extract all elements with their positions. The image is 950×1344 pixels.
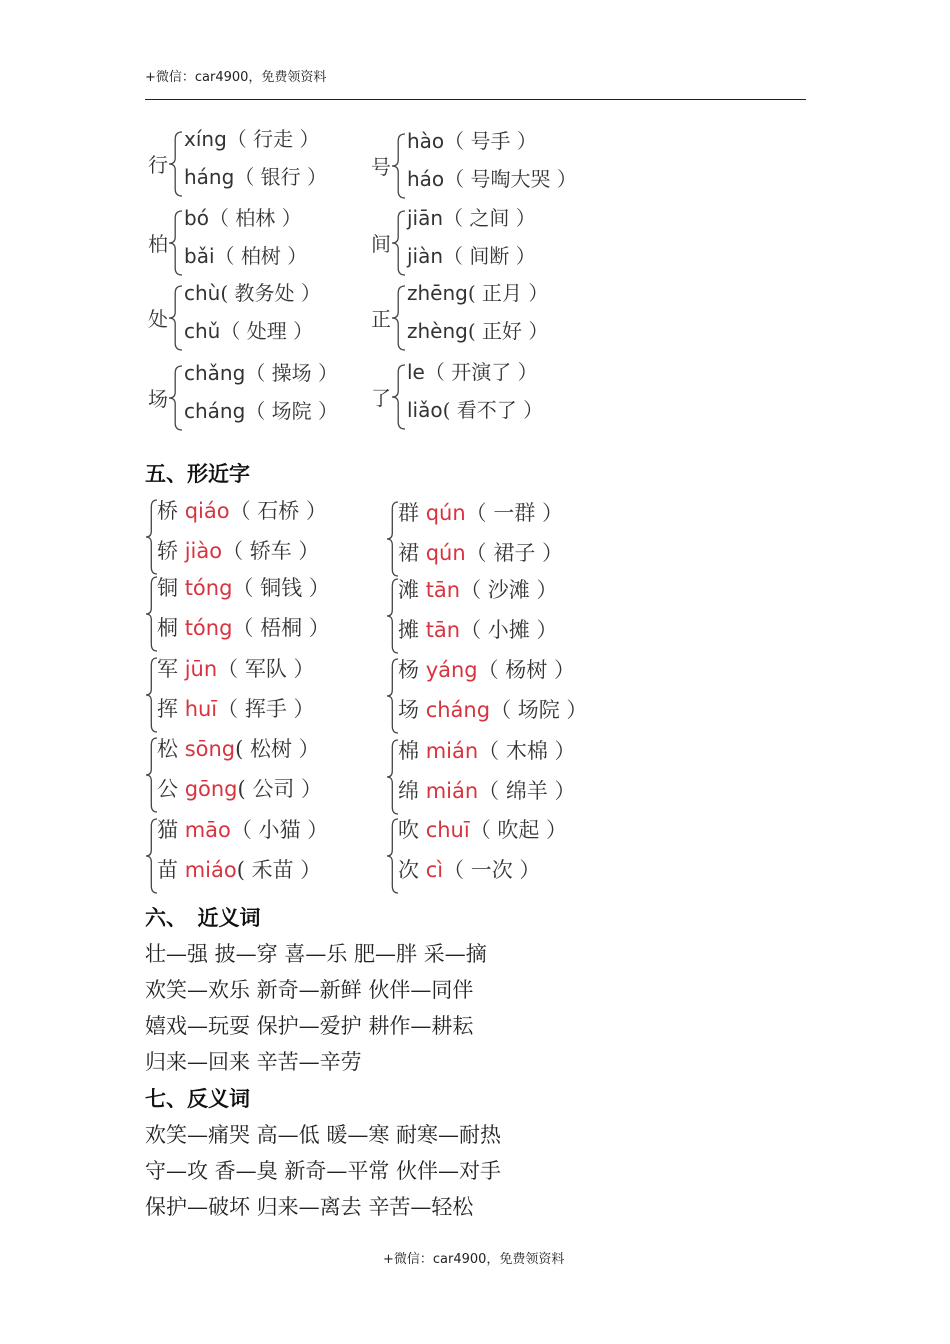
similar-char-line bbox=[398, 497, 563, 527]
synonym-line: 壮—强 披—穿 喜—乐 肥—胖 采—摘 bbox=[145, 942, 487, 966]
example-word: （ 一群 ） bbox=[465, 501, 563, 525]
example-word: （ 行走 ） bbox=[226, 127, 320, 151]
reading-line bbox=[407, 125, 537, 154]
hanzi: 场 bbox=[398, 698, 419, 722]
reading-line bbox=[407, 356, 538, 385]
example-word: （ 银行 ） bbox=[234, 165, 328, 189]
antonym-line: 守—攻 香—臭 新奇—平常 伙伴—对手 bbox=[145, 1159, 502, 1183]
hanzi: 公 bbox=[157, 777, 178, 801]
brace-icon bbox=[168, 210, 184, 276]
reading-line bbox=[407, 315, 548, 344]
pinyin: zhēng bbox=[407, 281, 468, 305]
similar-char-line bbox=[157, 854, 321, 884]
example-word: （ 裙子 ） bbox=[465, 541, 563, 565]
hanzi: 挥 bbox=[157, 697, 178, 721]
example-word: （ 绵羊 ） bbox=[478, 779, 576, 803]
pinyin: háo bbox=[407, 167, 445, 191]
pinyin: qún bbox=[425, 501, 466, 525]
pinyin: cháng bbox=[184, 399, 246, 423]
example-word: （ 间断 ） bbox=[443, 244, 536, 268]
similar-char-line bbox=[398, 574, 557, 604]
example-word: （ 柏树 ） bbox=[214, 244, 308, 268]
reading-line bbox=[184, 395, 338, 424]
brace-icon bbox=[168, 131, 184, 197]
example-word: （ 沙滩 ） bbox=[460, 578, 558, 602]
header-divider bbox=[145, 99, 806, 100]
pinyin: jiàn bbox=[407, 244, 444, 268]
example-word: （ 处理 ） bbox=[220, 319, 314, 343]
example-word: （ 场院 ） bbox=[245, 399, 339, 423]
similar-char-line bbox=[157, 572, 330, 602]
pinyin: yáng bbox=[425, 658, 478, 682]
hanzi: 裙 bbox=[398, 541, 419, 565]
similar-char-line bbox=[398, 694, 587, 724]
pinyin: tān bbox=[425, 578, 461, 602]
pinyin: jūn bbox=[184, 657, 218, 681]
similar-char-line bbox=[157, 693, 315, 723]
reading-line bbox=[184, 315, 313, 344]
reading-line bbox=[407, 394, 543, 423]
hanzi: 军 bbox=[157, 657, 178, 681]
polyphone-char: 间 bbox=[371, 232, 391, 256]
example-word: （ 开演了 ） bbox=[424, 360, 538, 384]
hanzi: 铜 bbox=[157, 576, 178, 600]
reading-line bbox=[407, 202, 536, 231]
pinyin: qún bbox=[425, 541, 466, 565]
similar-char-line bbox=[157, 535, 319, 565]
hanzi: 轿 bbox=[157, 539, 178, 563]
polyphone-char: 正 bbox=[371, 307, 391, 331]
pinyin: hào bbox=[407, 129, 445, 153]
example-word: （ 之间 ） bbox=[443, 206, 536, 230]
reading-line bbox=[184, 357, 338, 386]
pinyin: háng bbox=[184, 165, 235, 189]
section-title-similar-chars: 五、形近字 bbox=[145, 461, 250, 486]
similar-char-line bbox=[398, 735, 576, 765]
example-word: （ 小摊 ） bbox=[460, 618, 558, 642]
similar-char-line bbox=[398, 654, 575, 684]
pinyin: chù bbox=[184, 281, 221, 305]
example-word: （ 吹起 ） bbox=[469, 818, 568, 842]
hanzi: 棉 bbox=[398, 739, 419, 763]
hanzi: 次 bbox=[398, 858, 419, 882]
pinyin: jiào bbox=[184, 539, 223, 563]
antonym-line: 保护—破坏 归来—离去 辛苦—轻松 bbox=[145, 1195, 474, 1219]
brace-icon bbox=[391, 285, 407, 351]
example-word: ( 公司 ） bbox=[237, 777, 323, 801]
pinyin: qiáo bbox=[184, 499, 230, 523]
polyphone-char: 场 bbox=[148, 387, 168, 411]
pinyin: xíng bbox=[184, 127, 227, 151]
example-word: （ 操场 ） bbox=[245, 361, 339, 385]
hanzi: 群 bbox=[398, 501, 419, 525]
similar-char-line bbox=[398, 854, 540, 884]
polyphone-char: 柏 bbox=[148, 232, 168, 256]
pinyin: tóng bbox=[184, 616, 233, 640]
example-word: （ 一次 ） bbox=[443, 858, 541, 882]
pinyin: gōng bbox=[184, 777, 238, 801]
pinyin: chǔ bbox=[184, 319, 221, 343]
reading-line bbox=[184, 161, 327, 190]
section-title-antonyms: 七、反义词 bbox=[145, 1086, 250, 1111]
hanzi: 猫 bbox=[157, 818, 178, 842]
synonym-line: 归来—回来 辛苦—辛劳 bbox=[145, 1050, 362, 1074]
reading-line bbox=[184, 123, 319, 152]
pinyin: cì bbox=[425, 858, 444, 882]
pinyin: miáo bbox=[184, 858, 237, 882]
polyphone-char: 处 bbox=[148, 307, 168, 331]
synonym-line: 嬉戏—玩耍 保护—爱护 耕作—耕耘 bbox=[145, 1014, 474, 1038]
hanzi: 桐 bbox=[157, 616, 178, 640]
pinyin: cháng bbox=[425, 698, 491, 722]
synonym-line: 欢笑—欢乐 新奇—新鲜 伙伴—同伴 bbox=[145, 978, 474, 1002]
pinyin: sōng bbox=[184, 737, 236, 761]
similar-char-line bbox=[398, 537, 563, 567]
pinyin: māo bbox=[184, 818, 231, 842]
pinyin: mián bbox=[425, 779, 479, 803]
polyphone-char: 号 bbox=[371, 155, 391, 179]
pinyin: tóng bbox=[184, 576, 233, 600]
reading-line bbox=[407, 163, 577, 192]
example-word: （ 小猫 ） bbox=[230, 818, 329, 842]
example-word: ( 教务处 ） bbox=[220, 281, 321, 305]
antonym-line: 欢笑—痛哭 高—低 暖—寒 耐寒—耐热 bbox=[145, 1123, 502, 1147]
polyphone-char: 行 bbox=[148, 153, 168, 177]
pinyin: chuī bbox=[425, 818, 470, 842]
pinyin: mián bbox=[425, 739, 479, 763]
similar-char-line bbox=[157, 495, 327, 525]
hanzi: 绵 bbox=[398, 779, 419, 803]
example-word: （ 柏林 ） bbox=[208, 206, 302, 230]
similar-char-line bbox=[157, 814, 328, 844]
example-word: （ 石桥 ） bbox=[229, 499, 327, 523]
hanzi: 苗 bbox=[157, 858, 178, 882]
polyphone-char: 了 bbox=[371, 386, 391, 410]
brace-icon bbox=[391, 210, 407, 276]
example-word: （ 杨树 ） bbox=[477, 658, 575, 682]
example-word: （ 场院 ） bbox=[490, 698, 588, 722]
example-word: （ 铜钱 ） bbox=[232, 576, 330, 600]
hanzi: 桥 bbox=[157, 499, 178, 523]
reading-line bbox=[184, 202, 302, 231]
hanzi: 松 bbox=[157, 737, 178, 761]
example-word: ( 松树 ） bbox=[235, 737, 320, 761]
example-word: （ 轿车 ） bbox=[222, 539, 320, 563]
similar-char-line bbox=[398, 614, 557, 644]
pinyin: huī bbox=[184, 697, 218, 721]
reading-line bbox=[184, 277, 321, 306]
reading-line bbox=[407, 277, 548, 306]
example-word: ( 正好 ） bbox=[467, 319, 549, 343]
brace-icon bbox=[168, 285, 184, 351]
pinyin: le bbox=[407, 360, 425, 384]
example-word: ( 看不了 ） bbox=[442, 398, 544, 422]
reading-line bbox=[184, 240, 307, 269]
similar-char-line bbox=[398, 814, 567, 844]
brace-icon bbox=[391, 364, 407, 430]
hanzi: 杨 bbox=[398, 658, 419, 682]
example-word: （ 挥手 ） bbox=[217, 697, 315, 721]
section-title-synonyms: 六、 近义词 bbox=[145, 905, 261, 930]
pinyin: tān bbox=[425, 618, 461, 642]
similar-char-line bbox=[157, 773, 322, 803]
example-word: ( 正月 ） bbox=[467, 281, 549, 305]
hanzi: 吹 bbox=[398, 818, 419, 842]
brace-icon bbox=[391, 133, 407, 199]
footer-text: +微信：car4900，免费领资料 bbox=[383, 1252, 565, 1267]
reading-line bbox=[407, 240, 536, 269]
similar-char-line bbox=[157, 612, 330, 642]
similar-char-line bbox=[157, 733, 320, 763]
example-word: ( 禾苗 ） bbox=[236, 858, 322, 882]
example-word: （ 号啕大哭 ） bbox=[444, 167, 577, 191]
hanzi: 滩 bbox=[398, 578, 419, 602]
example-word: （ 军队 ） bbox=[217, 657, 315, 681]
pinyin: chǎng bbox=[184, 361, 246, 385]
example-word: （ 木棉 ） bbox=[478, 739, 576, 763]
example-word: （ 号手 ） bbox=[444, 129, 537, 153]
brace-icon bbox=[168, 365, 184, 431]
header-text: +微信：car4900，免费领资料 bbox=[145, 70, 327, 85]
example-word: （ 梧桐 ） bbox=[232, 616, 330, 640]
pinyin: zhèng bbox=[407, 319, 468, 343]
pinyin: liǎo bbox=[407, 398, 443, 422]
hanzi: 摊 bbox=[398, 618, 419, 642]
similar-char-line bbox=[398, 775, 576, 805]
similar-char-line bbox=[157, 653, 315, 683]
pinyin: jiān bbox=[407, 206, 444, 230]
pinyin: bó bbox=[184, 206, 209, 230]
pinyin: bǎi bbox=[184, 244, 215, 268]
